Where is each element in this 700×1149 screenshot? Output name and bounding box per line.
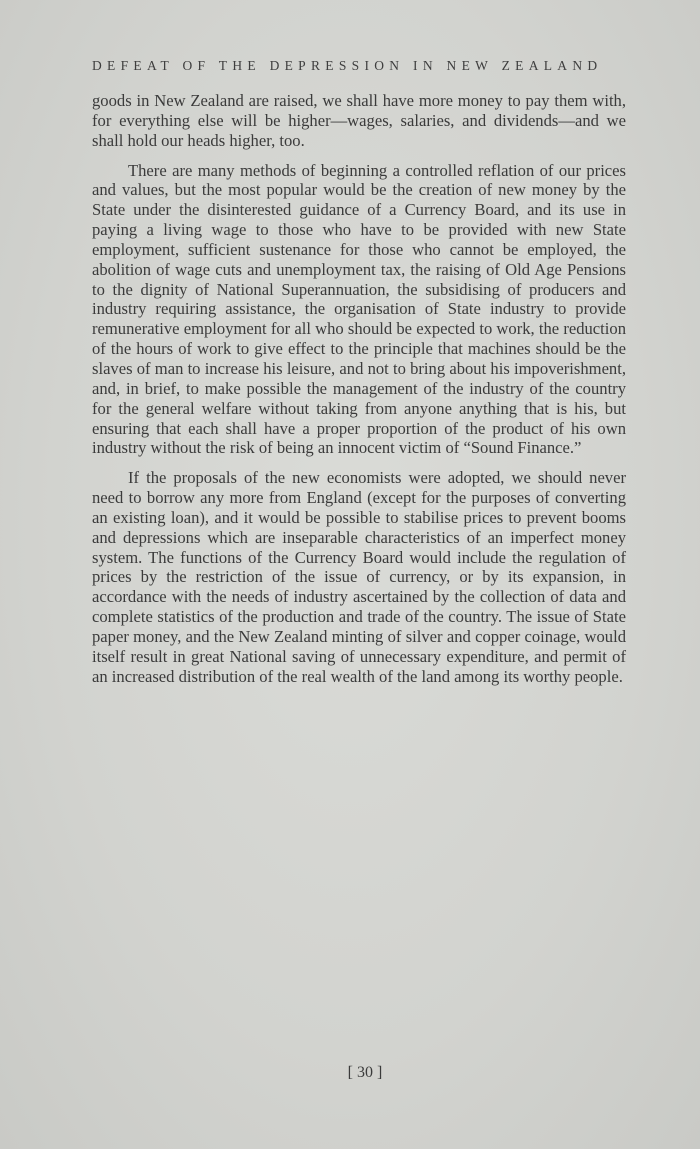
- paragraph-new-economists: If the proposals of the new economists were adopted, we should never need to borrow any more from England (except for the purposes of converting an existing loan), and it would be possible to stabilise prices to prevent booms and depressions which are inseparable characteristics of an imperfect money system. The functions of the Currency Board would include the regulation of prices by the restriction of the issue of currency, or by its expansion, in accordance with the needs of industry ascertained by the collection of data and complete statistics of the production and trade of the country. The issue of State paper money, and the New Zealand minting of silver and copper coinage, would itself result in great National saving of unnecessary expenditure, and permit of an increased distribution of the real wealth of the land among its worthy people.: [92, 468, 626, 686]
- paragraph-continuation: goods in New Zealand are raised, we shall have more money to pay them with, for everything else will be higher—wages, salaries, and dividends—and we shall hold our heads higher, too.: [92, 91, 626, 150]
- body-text: [92, 91, 626, 686]
- paragraph-reflation-methods: There are many methods of beginning a controlled reflation of our prices and values, but the most popular would be the creation of new money by the State under the disinterested guidance of a Currency Board, and its use in paying a living wage to those who have to be provided with new State employment, sufficient sustenance for those who cannot be employed, the abolition of wage cuts and unemployment tax, the raising of Old Age Pensions to the dignity of National Superannuation, the subsidising of producers and industry requiring assistance, the organisation of State industry to provide remunerative employment for all who should be expected to work, the reduction of the hours of work to give effect to the principle that machines should be the slaves of man to increase his leisure, and not to bring about his impoverishment, and, in brief, to make possible the management of the industry of the country for the general welfare without taking from anyone anything that is his, but ensuring that each shall have a proper proportion of the product of his own industry without the risk of being an innocent victim of “Sound Finance.”: [92, 160, 626, 458]
- page-number: [ 30 ]: [347, 1064, 383, 1081]
- running-header: DEFEAT OF THE DEPRESSION IN NEW ZEALAND: [92, 58, 603, 73]
